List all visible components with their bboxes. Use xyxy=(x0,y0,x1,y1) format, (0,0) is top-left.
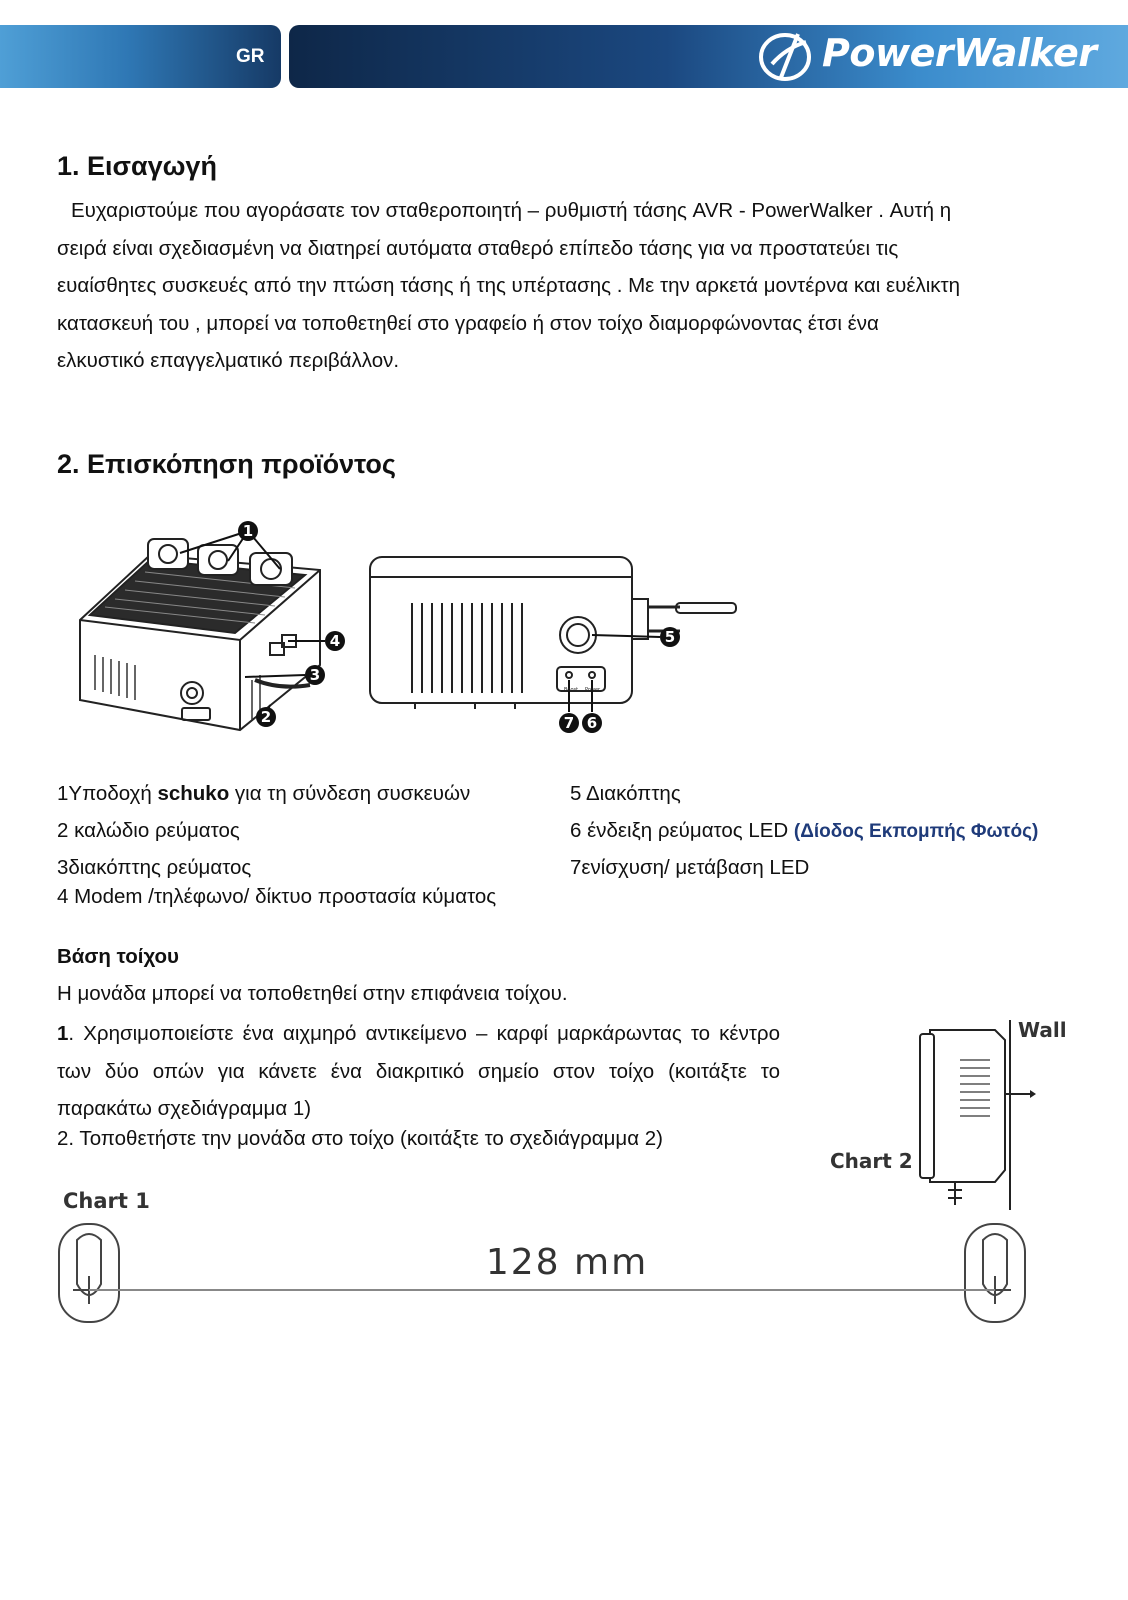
legend-item-4: 4 Modem /τηλέφωνο/ δίκτυο προστασία κύματος xyxy=(57,885,497,908)
intro-line-1: Ευχαριστούμε που αγοράσατε τον σταθεροποιητή – ρυθμιστή τάσης AVR - PowerWalker . Αυτή η xyxy=(71,199,952,222)
callout-4: 4 xyxy=(329,632,341,650)
legend-item-2: 2 καλώδιο ρεύματος xyxy=(57,819,240,842)
callout-7: 7 xyxy=(563,714,575,732)
device-perspective-view xyxy=(80,539,320,730)
wall-mount-intro: Η μονάδα μπορεί να τοποθετηθεί στην επιφάνεια τοίχου. xyxy=(57,982,568,1005)
intro-line-2: σειρά είναι σχεδιασμένη να διατηρεί αυτόματα σταθερό επίπεδο τάσης για να προστατεύει τις xyxy=(57,236,899,260)
keyhole-right-icon xyxy=(965,1224,1025,1322)
language-label: GR xyxy=(236,46,265,67)
chart1-dimension: 128 mm xyxy=(485,1242,649,1283)
intro-paragraph xyxy=(57,192,1077,380)
section2-title: 2. Επισκόπηση προϊόντος xyxy=(57,449,396,479)
callout-3: 3 xyxy=(309,666,321,684)
callout-1: 1 xyxy=(242,522,254,540)
intro-line-4: κατασκευή του , μπορεί να τοποθετηθεί στο γραφείο ή στον τοίχο διαμορφώνοντας έτσι ένα xyxy=(57,311,879,335)
legend-item-7: 7ενίσχυση/ μετάβαση LED xyxy=(570,856,810,879)
chart2-label: Chart 2 xyxy=(830,1149,913,1173)
legend-item-6: 6 ένδειξη ρεύματος LED (Δίοδος Εκπομπής Φωτός) xyxy=(570,819,1039,842)
callout-6: 6 xyxy=(586,714,598,732)
panel-power-label: Power xyxy=(585,687,601,693)
chart2-wall-label: Wall xyxy=(1018,1020,1067,1042)
product-illustration xyxy=(70,515,770,745)
callout-2: 2 xyxy=(260,708,272,726)
legend-item-5: 5 Διακόπτης xyxy=(570,782,681,805)
device-side-view xyxy=(370,557,736,709)
legend-item-3: 3διακόπτης ρεύματος xyxy=(57,856,252,879)
panel-boost-label: Boost xyxy=(564,687,579,693)
wall-mount-heading: Βάση τοίχου xyxy=(57,945,179,968)
logo-text: PowerWalker xyxy=(822,31,1097,75)
chart1-label: Chart 1 xyxy=(63,1189,150,1213)
section1-title: 1. Εισαγωγή xyxy=(57,151,217,181)
led-note: (Δίοδος Εκπομπής Φωτός) xyxy=(793,821,1039,842)
chart1-diagram xyxy=(55,1180,1045,1340)
callout-5: 5 xyxy=(664,628,676,646)
intro-line-5: ελκυστικό επαγγελματικό περιβάλλον. xyxy=(57,349,400,372)
wall-mount-step-2: 2. Τοποθετήστε την μονάδα στο τοίχο (κοιτάξτε το σχεδιάγραμμα 2) xyxy=(57,1127,664,1150)
keyhole-left-icon xyxy=(59,1224,119,1322)
legend-item-1: 1Υποδοχή schuko για τη σύνδεση συσκευών xyxy=(57,782,471,805)
wall-mount-step-1: 1. Χρησιμοποιείστε ένα αιχμηρό αντικείμενο – καρφί μαρκάρωντας το κέντρο των δύο οπών για κάνετε ένα διακριτικό σημείο στον τοίχο (κοιτάξτε το παρακάτω σχεδιάγραμμα 1) xyxy=(57,1022,780,1120)
intro-line-3: ευαίσθητες συσκευές από την πτώση τάσης ή της υπέρτασης . Με την αρκετά μοντέρνα και ευέλικτη xyxy=(57,274,961,297)
